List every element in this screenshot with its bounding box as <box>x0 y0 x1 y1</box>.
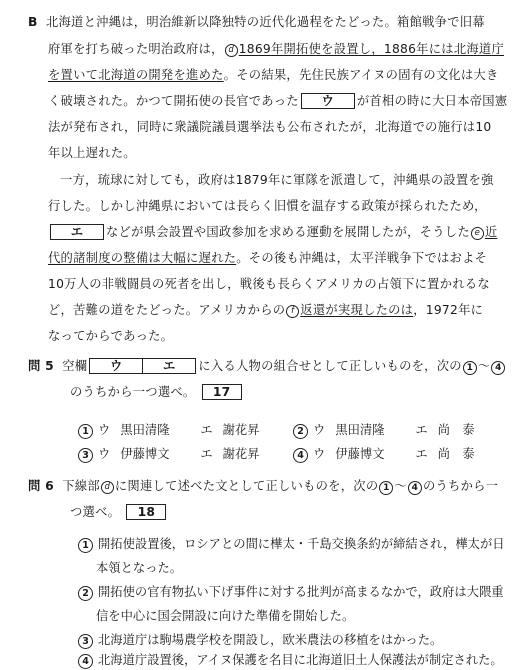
q5-option-2[interactable]: 2 ウ 黒田清隆 エ 尚 泰 <box>293 422 475 439</box>
blank-u: ウ <box>301 93 355 109</box>
underline-d: 1869年開拓使を設置し，1886年には北海道庁 <box>238 42 505 56</box>
passage-line: 行した。しかし沖縄県においては長らく旧慣を温存する政策が採られたため， <box>48 199 487 213</box>
q6-option-4[interactable]: 4 北海道庁設置後，アイヌ保護を名目に北海道旧土人保護法が制定された。 <box>78 652 503 669</box>
underline-f: 返還が実現したのは <box>300 303 414 317</box>
q6-option-2[interactable]: 2 開拓使の官有物払い下げ事件に対する批判が高まるなかで，政府は大隈重 <box>78 584 504 601</box>
section-label: B <box>28 15 38 29</box>
passage-line: 代的諸制度の整備は大幅に遅れた。その後も沖縄は，太平洋戦争下ではおよそ <box>48 251 488 265</box>
passage-line: なってからであった。 <box>48 329 174 343</box>
passage-line: 10万人の非戦闘員の死者を出し，戦後も長らくアメリカの占領下に置かれるな <box>48 277 490 291</box>
passage-line: エ などが県会設置や国政参加を求める運動を展開したが，そうした e 近 <box>48 224 497 240</box>
q6-label: 問 6 <box>28 479 54 493</box>
q5-blank-e: エ <box>142 358 196 374</box>
passage-line: 法が発布され，同時に衆議院議員選挙法も公布されたが，北海道での施行は10 <box>48 120 492 134</box>
marker-f: f <box>286 305 299 318</box>
passage-line: 府軍を打ち破った明治政府は， d 1869年開拓使を設置し，1886年には北海道庁 <box>48 42 505 56</box>
marker-d: d <box>225 44 238 57</box>
q5-option-3[interactable]: 3 ウ 伊藤博文 エ 謝花昇 <box>78 446 260 463</box>
q5-option-1[interactable]: 1 ウ 黒田清隆 エ 謝花昇 <box>78 422 260 439</box>
passage-line: を置いて北海道の開発を進めた。その結果，先住民族アイヌの固有の文化は大き <box>48 68 499 82</box>
passage-line: 年以上遅れた。 <box>48 146 136 160</box>
passage-line: ど，苦難の道をたどった。アメリカからの f 返還が実現したのは，1972年に <box>48 303 484 317</box>
passage-line: く破壊された。かつて開拓使の長官であった ウ が首相の時に大日本帝国憲 <box>48 94 508 108</box>
q6-option-3[interactable]: 3 北海道庁は駒場農学校を開設し，欧米農法の移植をはかった。 <box>78 632 442 649</box>
passage-line: B 北海道と沖縄は，明治維新以降独特の近代化過程をたどった。箱館戦争で旧幕 <box>28 15 485 29</box>
q6-option-1[interactable]: 1 開拓使設置後，ロシアとの間に樺太・千島交換条約が締結され，樺太が日 <box>78 536 505 553</box>
blank-e: エ <box>50 224 104 240</box>
q5-answer-box[interactable]: 17 <box>202 384 242 400</box>
q6-option-2-cont: 信を中心に国会開設に向けた準備を開始した。 <box>96 609 355 623</box>
q6-answer-box[interactable]: 18 <box>126 504 166 520</box>
q5-line: 問 5 空欄 ウ エ に入る人物の組合せとして正しいものを，次の 1 ～ 4 <box>28 358 506 375</box>
q6-option-1-cont: 本領となった。 <box>96 561 183 575</box>
marker-e: e <box>471 227 484 240</box>
q6-line: 問 6 下線部 d に関連して述べた文として正しいものを，次の 1 ～ 4 のうちから一 <box>28 479 499 493</box>
q5-line: のうちから一つ選べ。 17 <box>70 384 244 400</box>
passage-line: 一方，琉球に対しても，政府は1879年に軍隊を派遣して，沖縄県の設置を強 <box>60 173 494 187</box>
underline-e: 近 <box>484 225 498 239</box>
q5-label: 問 5 <box>28 359 54 373</box>
underline-e-cont: 代的諸制度の整備は大幅に遅れた <box>48 251 237 265</box>
q5-option-4[interactable]: 4 ウ 伊藤博文 エ 尚 泰 <box>293 446 475 463</box>
q5-blank-u: ウ <box>89 358 143 374</box>
underline-d-cont: を置いて北海道の開発を進めた <box>48 68 224 82</box>
q6-marker-d: d <box>101 481 114 494</box>
q6-line: つ選べ。 18 <box>70 504 168 520</box>
